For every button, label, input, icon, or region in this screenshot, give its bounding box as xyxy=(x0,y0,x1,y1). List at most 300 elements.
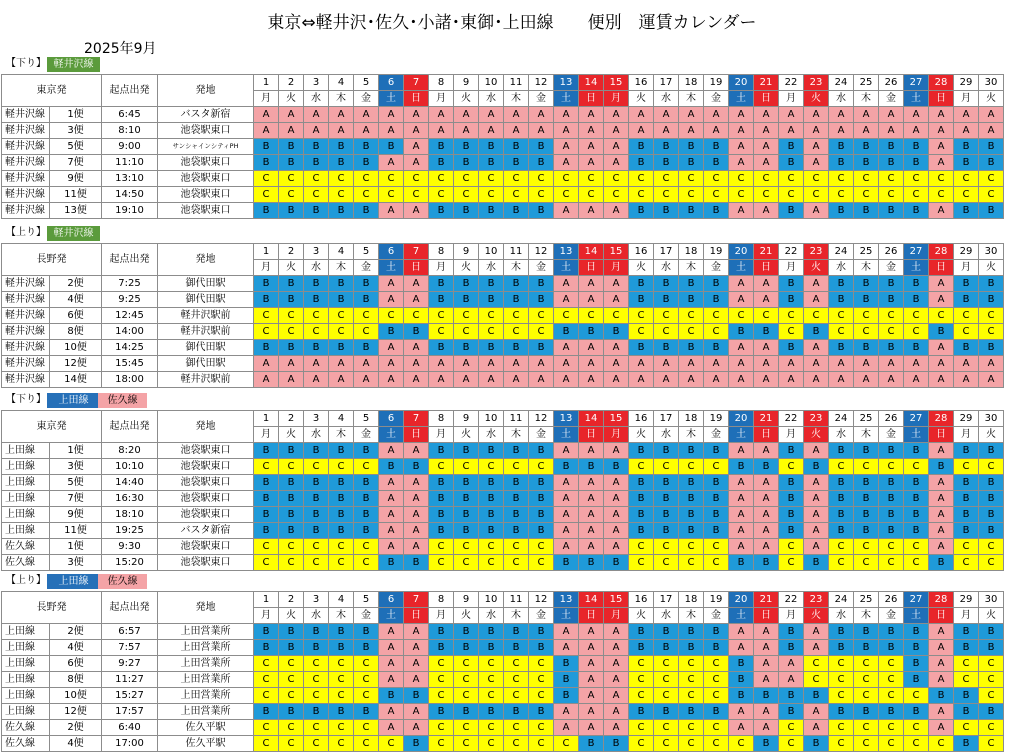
fare-cell: A xyxy=(654,372,679,388)
weekday-cell: 日 xyxy=(929,91,954,107)
fare-cell: A xyxy=(579,356,604,372)
fare-cell: B xyxy=(304,523,329,539)
fare-cell: B xyxy=(829,276,854,292)
fare-cell: B xyxy=(829,139,854,155)
date-cell: 8 xyxy=(429,411,454,427)
fare-cell: C xyxy=(304,539,329,555)
fare-cell: C xyxy=(904,459,929,475)
fare-cell: B xyxy=(504,704,529,720)
line-name: 軽井沢線 xyxy=(2,123,50,139)
fare-cell: B xyxy=(354,507,379,523)
date-cell: 9 xyxy=(454,244,479,260)
fare-cell: A xyxy=(579,539,604,555)
weekday-cell: 土 xyxy=(379,608,404,624)
fare-cell: A xyxy=(729,123,754,139)
fare-cell: A xyxy=(929,356,954,372)
fare-cell: B xyxy=(779,640,804,656)
fare-cell: B xyxy=(504,624,529,640)
fare-cell: C xyxy=(329,736,354,752)
date-cell: 24 xyxy=(829,592,854,608)
fare-cell: C xyxy=(679,672,704,688)
fare-cell: A xyxy=(929,640,954,656)
fare-cell: A xyxy=(829,107,854,123)
fare-cell: C xyxy=(354,539,379,555)
date-cell: 11 xyxy=(504,411,529,427)
fare-cell: B xyxy=(629,443,654,459)
fare-cell: A xyxy=(554,704,579,720)
fare-cell: B xyxy=(354,640,379,656)
date-cell: 25 xyxy=(854,244,879,260)
weekday-cell: 木 xyxy=(329,427,354,443)
fare-cell: A xyxy=(804,107,829,123)
fare-cell: B xyxy=(854,443,879,459)
fare-cell: C xyxy=(854,688,879,704)
fare-cell: C xyxy=(679,539,704,555)
fare-cell: A xyxy=(804,139,829,155)
fare-cell: B xyxy=(629,475,654,491)
fare-cell: B xyxy=(879,475,904,491)
weekday-cell: 金 xyxy=(879,91,904,107)
date-cell: 7 xyxy=(404,75,429,91)
fare-cell: B xyxy=(529,292,554,308)
fare-cell: C xyxy=(829,656,854,672)
fare-cell: B xyxy=(504,475,529,491)
bin-number: 14便 xyxy=(50,372,102,388)
fare-cell: B xyxy=(954,203,979,219)
departure-time: 16:30 xyxy=(102,491,158,507)
date-cell: 26 xyxy=(879,244,904,260)
fare-cell: A xyxy=(404,203,429,219)
fare-cell: C xyxy=(454,539,479,555)
weekday-cell: 月 xyxy=(254,608,279,624)
fare-cell: C xyxy=(329,171,354,187)
weekday-cell: 日 xyxy=(929,260,954,276)
fare-cell: A xyxy=(604,155,629,171)
fare-cell: A xyxy=(604,203,629,219)
table-row xyxy=(2,372,1004,388)
fare-cell: A xyxy=(754,276,779,292)
bin-number: 3便 xyxy=(50,555,102,571)
weekday-cell: 日 xyxy=(579,260,604,276)
fare-cell: C xyxy=(654,672,679,688)
date-cell: 16 xyxy=(629,244,654,260)
fare-cell: B xyxy=(779,276,804,292)
departure-time: 17:57 xyxy=(102,704,158,720)
fare-cell: A xyxy=(779,372,804,388)
fare-cell: A xyxy=(929,491,954,507)
fare-cell: B xyxy=(454,704,479,720)
fare-cell: A xyxy=(804,475,829,491)
fare-cell: C xyxy=(729,736,754,752)
departure-stop: 御代田駅 xyxy=(158,292,254,308)
fare-cell: A xyxy=(579,475,604,491)
fare-cell: B xyxy=(479,203,504,219)
weekday-cell: 木 xyxy=(679,608,704,624)
fare-cell: A xyxy=(754,475,779,491)
fare-cell: B xyxy=(954,736,979,752)
fare-cell: B xyxy=(304,507,329,523)
fare-cell: C xyxy=(929,736,954,752)
weekday-cell: 火 xyxy=(804,91,829,107)
fare-cell: A xyxy=(879,123,904,139)
fare-cell: B xyxy=(704,155,729,171)
fare-cell: C xyxy=(929,171,954,187)
fare-cell: C xyxy=(679,324,704,340)
fare-cell: B xyxy=(729,459,754,475)
fare-cell: A xyxy=(729,276,754,292)
departure-time: 14:50 xyxy=(102,187,158,203)
fare-cell: B xyxy=(629,155,654,171)
departure-stop: 佐久平駅 xyxy=(158,720,254,736)
weekday-cell: 月 xyxy=(429,260,454,276)
fare-cell: C xyxy=(354,308,379,324)
fare-cell: A xyxy=(404,491,429,507)
fare-cell: B xyxy=(429,443,454,459)
fare-cell: C xyxy=(779,459,804,475)
date-cell: 2 xyxy=(279,411,304,427)
fare-cell: B xyxy=(679,292,704,308)
fare-cell: B xyxy=(904,276,929,292)
fare-cell: B xyxy=(254,340,279,356)
fare-cell: B xyxy=(854,491,879,507)
fare-cell: A xyxy=(604,656,629,672)
fare-cell: A xyxy=(879,372,904,388)
departure-stop: 池袋駅東口 xyxy=(158,491,254,507)
fare-cell: C xyxy=(629,672,654,688)
fare-cell: B xyxy=(604,736,629,752)
date-cell: 24 xyxy=(829,411,854,427)
fare-cell: B xyxy=(529,491,554,507)
fare-cell: B xyxy=(779,688,804,704)
weekday-cell: 土 xyxy=(904,427,929,443)
fare-cell: C xyxy=(979,171,1004,187)
fare-cell: B xyxy=(954,507,979,523)
fare-cell: A xyxy=(579,688,604,704)
weekday-cell: 火 xyxy=(629,91,654,107)
date-cell: 7 xyxy=(404,592,429,608)
fare-cell: B xyxy=(904,507,929,523)
fare-cell: B xyxy=(479,340,504,356)
date-cell: 15 xyxy=(604,411,629,427)
fare-cell: B xyxy=(429,475,454,491)
fare-cell: B xyxy=(504,340,529,356)
fare-cell: C xyxy=(829,720,854,736)
date-cell: 27 xyxy=(904,411,929,427)
fare-cell: A xyxy=(529,107,554,123)
fare-cell: C xyxy=(904,720,929,736)
date-cell: 23 xyxy=(804,244,829,260)
weekday-cell: 金 xyxy=(529,427,554,443)
fare-cell: B xyxy=(679,507,704,523)
fare-cell: C xyxy=(429,539,454,555)
fare-cell: A xyxy=(804,491,829,507)
fare-cell: A xyxy=(579,624,604,640)
weekday-cell: 木 xyxy=(504,260,529,276)
fare-cell: A xyxy=(804,539,829,555)
fare-cell: B xyxy=(829,292,854,308)
fare-cell: C xyxy=(879,324,904,340)
fare-cell: C xyxy=(854,555,879,571)
fare-cell: A xyxy=(879,356,904,372)
fare-cell: A xyxy=(279,123,304,139)
fare-cell: A xyxy=(729,523,754,539)
date-cell: 7 xyxy=(404,411,429,427)
bin-number: 11便 xyxy=(50,523,102,539)
fare-cell: C xyxy=(454,459,479,475)
weekday-cell: 火 xyxy=(804,260,829,276)
fare-cell: B xyxy=(704,523,729,539)
fare-cell: B xyxy=(779,139,804,155)
departure-time: 9:27 xyxy=(102,656,158,672)
fare-cell: B xyxy=(654,624,679,640)
fare-cell: C xyxy=(279,720,304,736)
fare-cell: A xyxy=(979,372,1004,388)
fare-cell: A xyxy=(754,491,779,507)
fare-cell: B xyxy=(254,155,279,171)
fare-cell: B xyxy=(879,203,904,219)
departure-time: 15:20 xyxy=(102,555,158,571)
fare-cell: C xyxy=(679,736,704,752)
fare-cell: A xyxy=(754,720,779,736)
table-row xyxy=(2,443,1004,459)
fare-cell: B xyxy=(804,555,829,571)
fare-cell: A xyxy=(754,704,779,720)
fare-cell: B xyxy=(404,324,429,340)
fare-cell: A xyxy=(604,107,629,123)
departure-time: 15:27 xyxy=(102,688,158,704)
fare-cell: B xyxy=(704,340,729,356)
table-row xyxy=(2,539,1004,555)
date-cell: 13 xyxy=(554,411,579,427)
fare-cell: B xyxy=(254,292,279,308)
fare-cell: B xyxy=(854,276,879,292)
fare-cell: C xyxy=(904,539,929,555)
fare-cell: B xyxy=(329,624,354,640)
fare-cell: C xyxy=(629,656,654,672)
fare-cell: A xyxy=(729,155,754,171)
fare-cell: B xyxy=(854,203,879,219)
weekday-cell: 水 xyxy=(829,427,854,443)
weekday-cell: 火 xyxy=(629,608,654,624)
fare-cell: B xyxy=(704,276,729,292)
departure-stop: 軽井沢駅前 xyxy=(158,372,254,388)
fare-cell: A xyxy=(929,139,954,155)
fare-cell: A xyxy=(529,123,554,139)
fare-cell: A xyxy=(404,656,429,672)
fare-cell: B xyxy=(829,203,854,219)
fare-cell: B xyxy=(654,491,679,507)
fare-cell: A xyxy=(604,139,629,155)
fare-cell: B xyxy=(729,555,754,571)
weekday-cell: 日 xyxy=(404,91,429,107)
fare-cell: B xyxy=(504,523,529,539)
fare-cell: B xyxy=(254,624,279,640)
weekday-cell: 土 xyxy=(379,91,404,107)
fare-cell: B xyxy=(704,475,729,491)
fare-cell: A xyxy=(754,356,779,372)
weekday-cell: 土 xyxy=(554,427,579,443)
fare-cell: B xyxy=(879,624,904,640)
fare-cell: B xyxy=(704,292,729,308)
fare-cell: A xyxy=(554,155,579,171)
fare-cell: A xyxy=(554,507,579,523)
fare-cell: C xyxy=(879,187,904,203)
fare-cell: B xyxy=(954,155,979,171)
fare-cell: A xyxy=(929,704,954,720)
date-cell: 5 xyxy=(354,411,379,427)
fare-cell: B xyxy=(904,292,929,308)
fare-cell: C xyxy=(904,736,929,752)
fare-cell: B xyxy=(379,459,404,475)
fare-cell: B xyxy=(454,507,479,523)
fare-cell: B xyxy=(479,475,504,491)
line-name: 軽井沢線 xyxy=(2,276,50,292)
date-cell: 23 xyxy=(804,75,829,91)
fare-cell: C xyxy=(454,555,479,571)
fare-cell: A xyxy=(379,123,404,139)
fare-cell: C xyxy=(529,187,554,203)
fare-cell: B xyxy=(504,640,529,656)
fare-cell: C xyxy=(529,555,554,571)
bin-number: 8便 xyxy=(50,324,102,340)
fare-cell: B xyxy=(954,523,979,539)
fare-cell: C xyxy=(329,720,354,736)
fare-cell: C xyxy=(954,187,979,203)
fare-cell: C xyxy=(879,656,904,672)
fare-cell: B xyxy=(254,704,279,720)
fare-cell: C xyxy=(704,171,729,187)
fare-cell: A xyxy=(854,123,879,139)
bin-number: 12便 xyxy=(50,356,102,372)
weekday-cell: 火 xyxy=(454,427,479,443)
fare-cell: A xyxy=(754,123,779,139)
fare-cell: A xyxy=(379,356,404,372)
fare-cell: B xyxy=(779,475,804,491)
fare-cell: A xyxy=(304,123,329,139)
weekday-cell: 水 xyxy=(654,260,679,276)
fare-cell: B xyxy=(779,704,804,720)
fare-cell: C xyxy=(354,171,379,187)
departure-time: 19:25 xyxy=(102,523,158,539)
fare-cell: B xyxy=(629,292,654,308)
weekday-cell: 火 xyxy=(979,608,1004,624)
fare-cell: C xyxy=(279,672,304,688)
line-name: 上田線 xyxy=(2,523,50,539)
departure-stop: 上田営業所 xyxy=(158,624,254,640)
fare-cell: C xyxy=(504,324,529,340)
fare-cell: C xyxy=(529,688,554,704)
date-cell: 1 xyxy=(254,411,279,427)
fare-cell: C xyxy=(279,555,304,571)
fare-cell: B xyxy=(429,139,454,155)
date-cell: 14 xyxy=(579,244,604,260)
fare-cell: B xyxy=(279,475,304,491)
fare-cell: B xyxy=(304,340,329,356)
weekday-cell: 月 xyxy=(779,91,804,107)
departure-time: 7:25 xyxy=(102,276,158,292)
weekday-cell: 火 xyxy=(629,427,654,443)
weekday-cell: 金 xyxy=(704,608,729,624)
fare-cell: B xyxy=(704,640,729,656)
fare-cell: C xyxy=(954,324,979,340)
stop-header: 発地 xyxy=(158,244,254,276)
departure-time: 11:27 xyxy=(102,672,158,688)
fare-cell: A xyxy=(354,372,379,388)
fare-cell: C xyxy=(704,720,729,736)
bin-number: 9便 xyxy=(50,171,102,187)
fare-cell: B xyxy=(954,704,979,720)
fare-cell: C xyxy=(529,539,554,555)
fare-cell: B xyxy=(279,340,304,356)
fare-cell: A xyxy=(829,356,854,372)
fare-table xyxy=(1,74,1004,219)
table-row xyxy=(2,187,1004,203)
fare-cell: C xyxy=(654,171,679,187)
fare-cell: C xyxy=(679,171,704,187)
bin-number: 7便 xyxy=(50,155,102,171)
date-cell: 16 xyxy=(629,592,654,608)
fare-cell: C xyxy=(454,736,479,752)
date-cell: 21 xyxy=(754,592,779,608)
fare-cell: B xyxy=(429,640,454,656)
fare-cell: A xyxy=(604,340,629,356)
fare-cell: A xyxy=(554,203,579,219)
fare-cell: A xyxy=(579,656,604,672)
fare-cell: B xyxy=(829,491,854,507)
fare-cell: B xyxy=(679,475,704,491)
route-tag: 上田線 xyxy=(47,574,100,589)
date-cell: 25 xyxy=(854,592,879,608)
bin-number: 11便 xyxy=(50,187,102,203)
fare-cell: B xyxy=(579,459,604,475)
fare-cell: B xyxy=(754,324,779,340)
fare-cell: A xyxy=(379,107,404,123)
fare-cell: A xyxy=(579,139,604,155)
departure-stop: 佐久平駅 xyxy=(158,736,254,752)
fare-cell: B xyxy=(629,203,654,219)
fare-cell: A xyxy=(304,372,329,388)
fare-cell: B xyxy=(979,340,1004,356)
fare-cell: B xyxy=(654,507,679,523)
fare-cell: B xyxy=(479,704,504,720)
line-name: 軽井沢線 xyxy=(2,155,50,171)
fare-cell: B xyxy=(679,203,704,219)
fare-cell: A xyxy=(554,475,579,491)
fare-cell: B xyxy=(954,688,979,704)
fare-cell: B xyxy=(254,203,279,219)
fare-cell: B xyxy=(754,459,779,475)
fare-cell: A xyxy=(579,107,604,123)
date-cell: 14 xyxy=(579,411,604,427)
fare-cell: B xyxy=(329,443,354,459)
fare-cell: A xyxy=(579,640,604,656)
weekday-cell: 月 xyxy=(429,608,454,624)
date-cell: 3 xyxy=(304,75,329,91)
fare-cell: B xyxy=(879,704,904,720)
weekday-cell: 月 xyxy=(954,260,979,276)
fare-cell: A xyxy=(729,340,754,356)
fare-cell: C xyxy=(479,672,504,688)
fare-cell: C xyxy=(429,324,454,340)
fare-cell: B xyxy=(979,491,1004,507)
fare-cell: A xyxy=(404,107,429,123)
fare-cell: C xyxy=(504,187,529,203)
date-cell: 28 xyxy=(929,592,954,608)
weekday-cell: 日 xyxy=(404,260,429,276)
fare-cell: C xyxy=(904,688,929,704)
fare-cell: A xyxy=(329,356,354,372)
fare-cell: C xyxy=(629,187,654,203)
